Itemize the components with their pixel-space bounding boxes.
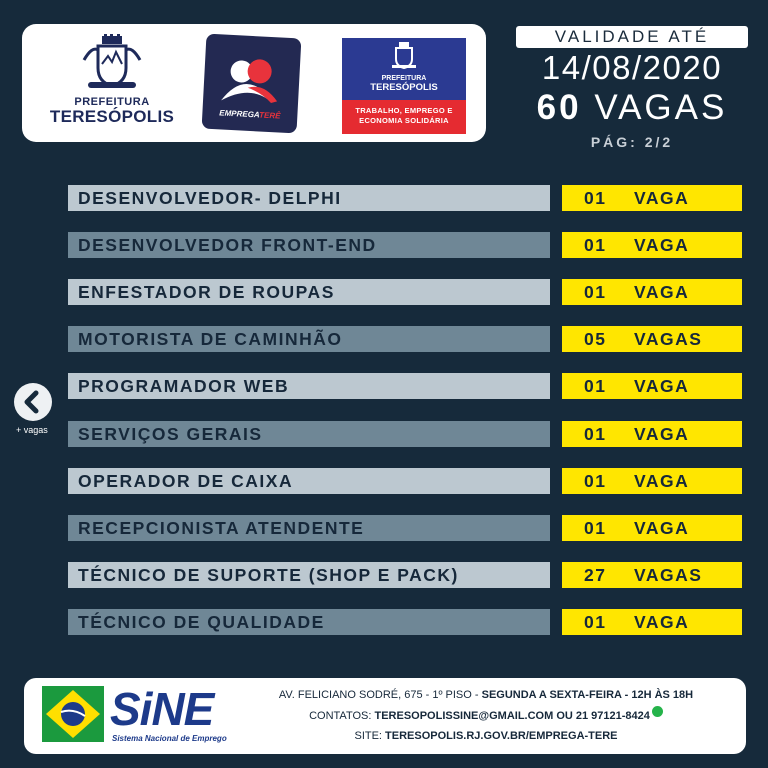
brazil-flag-icon [42, 686, 104, 742]
job-title: DESENVOLVEDOR- DELPHI [68, 185, 550, 211]
trabalho-secretaria-logo [342, 38, 466, 134]
job-title: PROGRAMADOR WEB [68, 373, 550, 399]
prefeitura-label: PREFEITURA [74, 96, 150, 108]
contacts-line: CONTATOS: TERESOPOLISSINE@GMAIL.COM OU 21 97121-8424 [246, 710, 726, 722]
validade-date: 14/08/2020 [541, 49, 723, 86]
site-line: SITE: TERESOPOLIS.RJ.GOV.BR/EMPREGA-TERE [354, 730, 618, 742]
more-vagas-label[interactable]: + vagas [16, 425, 48, 435]
previous-page-button[interactable] [14, 383, 52, 421]
job-count: 01 VAGA [562, 468, 742, 494]
prefeitura-logo [36, 34, 188, 134]
job-count: 01 VAGA [562, 421, 742, 447]
total-vagas: 60 VAGAS [536, 88, 728, 127]
trabalho-prefeitura-label: PREFEITURA [381, 75, 427, 82]
sine-logo-text: SiNE [110, 683, 214, 735]
coat-of-arms-icon [80, 34, 144, 94]
job-title: DESENVOLVEDOR FRONT-END [68, 232, 550, 258]
page-indicator: PÁG: 2/2 [590, 134, 674, 150]
trabalho-department-name: TRABALHO, EMPREGO E ECONOMIA SOLIDÁRIA [342, 100, 466, 134]
job-title: RECEPCIONISTA ATENDENTE [68, 515, 550, 541]
coat-of-arms-icon [389, 42, 419, 70]
job-title: SERVIÇOS GERAIS [68, 421, 550, 447]
job-title: MOTORISTA DE CAMINHÃO [68, 326, 550, 352]
job-count: 05 VAGAS [562, 326, 742, 352]
footer-card [24, 678, 746, 754]
job-count: 01 VAGA [562, 279, 742, 305]
job-count: 01 VAGA [562, 185, 742, 211]
address-line: AV. FELICIANO SODRÉ, 675 - 1º PISO - SEGUNDA A SEXTA-FEIRA - 12H ÀS 18H [278, 689, 694, 701]
job-title: OPERADOR DE CAIXA [68, 468, 550, 494]
logo-card [22, 24, 486, 142]
job-title: ENFESTADOR DE ROUPAS [68, 279, 550, 305]
job-count: 01 VAGA [562, 609, 742, 635]
emprega-tere-text: EMPREGATERÊ [219, 108, 281, 121]
validade-label: VALIDADE ATÉ [516, 26, 748, 48]
job-title: TÉCNICO DE SUPORTE (SHOP E PACK) [68, 562, 550, 588]
job-title: TÉCNICO DE QUALIDADE [68, 609, 550, 635]
teresopolis-label: TERESÓPOLIS [49, 107, 175, 126]
job-count: 01 VAGA [562, 373, 742, 399]
job-count: 01 VAGA [562, 232, 742, 258]
job-count: 27 VAGAS [562, 562, 742, 588]
whatsapp-icon [652, 706, 663, 717]
sine-subtitle: Sistema Nacional de Emprego [112, 734, 227, 743]
emprega-tere-logo [202, 34, 302, 134]
job-count: 01 VAGA [562, 515, 742, 541]
trabalho-teresopolis-label: TERESÓPOLIS [370, 82, 438, 93]
chevron-left-icon [14, 383, 52, 421]
